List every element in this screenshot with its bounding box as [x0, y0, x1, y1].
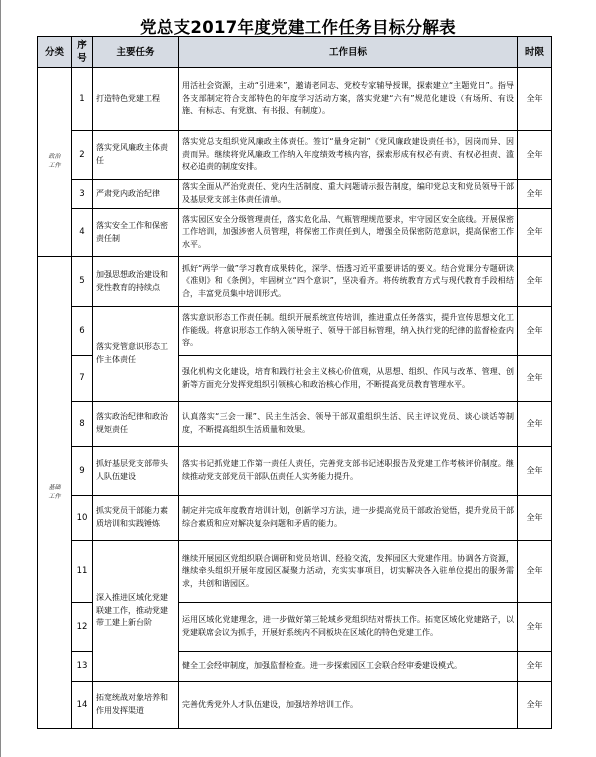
row-time: 全年	[518, 652, 552, 682]
table-row	[38, 496, 552, 541]
row-goal: 认真落实“三会一课”、民主生活会、领导干部双重组织生活、民主评议党员、谈心谈话等制度，不断提高组织生活质量和效果。	[179, 402, 518, 447]
row-time: 全年	[518, 447, 552, 496]
row-goal: 继续开展园区党组织联合调研和党员培训、经验交流，发挥园区大党建作用。协调各方资源，继续牵头组织开展年度园区凝聚力活动，充实实事项目，切实解决各入驻单位提出的服务需求，共创和谐园区。	[179, 541, 518, 603]
row-goal: 落实书记抓党建工作第一责任人责任，完善党支部书记述职报告及党建工作考核评价制度。继续推动党支部党员干部队伍责任人实务能力提升。	[179, 447, 518, 496]
row-task: 打造特色党建工程	[93, 68, 179, 131]
row-goal: 抓好“两学一做”学习教育成果转化，深学、悟透习近平重要讲话的要义。结合党课分专题研读《准则》和《条例》，牢固树立“四个意识”，坚决看齐。将传统教育方式与现代教育手段相结合，丰富党员集中培训形式。	[179, 257, 518, 307]
task-table	[37, 36, 552, 729]
header-task: 主要任务	[93, 37, 179, 68]
row-no: 10	[72, 496, 93, 541]
row-no: 9	[72, 447, 93, 496]
row-goal: 健全工会经审制度，加强监督检查。进一步探索园区工会联合经审委建设模式。	[179, 652, 518, 682]
row-task: 抓好基层党支部带头人队伍建设	[93, 447, 179, 496]
table-row	[38, 209, 552, 257]
row-time: 全年	[518, 307, 552, 356]
table-row	[38, 307, 552, 356]
table-row	[38, 447, 552, 496]
category-label: 基础工作	[48, 483, 61, 500]
row-task: 落实安全工作和保密责任制	[93, 209, 179, 257]
page-edge	[0, 0, 1, 757]
row-task: 严肃党内政治纪律	[93, 180, 179, 209]
table-row	[38, 68, 552, 131]
row-goal: 完善优秀党外人才队伍建设，加强培养培训工作。	[179, 682, 518, 729]
table-row	[38, 257, 552, 307]
row-no: 13	[72, 652, 93, 682]
row-no: 14	[72, 682, 93, 729]
row-time: 全年	[518, 603, 552, 652]
page-title: 党总支2017年度党建工作任务目标分解表	[140, 18, 456, 37]
row-goal: 运用区域化党建理念，进一步做好第三轮域乡党组织结对帮扶工作。拓宽区域化党建路子，以党建联席会议为抓手，开展好系统内不同板块在区域化的特色党建工作。	[179, 603, 518, 652]
row-time: 全年	[518, 541, 552, 603]
table-row	[38, 402, 552, 447]
table-row	[38, 131, 552, 180]
row-task: 拓宽统战对象培养和作用发挥渠道	[93, 682, 179, 729]
row-time: 全年	[518, 496, 552, 541]
table-header-row	[38, 37, 552, 68]
category-label: 政治工作	[48, 153, 61, 170]
row-goal: 强化机构文化建设，培育和践行社会主义核心价值观，从思想、组织、作风与改革、管理、创新等方面充分发挥党组织引领核心和政治核心作用，不断提高党员教育管理水平。	[179, 356, 518, 402]
category-cell-political	[38, 68, 72, 257]
row-goal: 落实全面从严治党责任、党内生活制度、重大问题请示报告制度，编印党总支和党员领导干部及基层党支部主体责任清单。	[179, 180, 518, 209]
row-goal: 落实党总支组织党风廉政主体责任。签订“量身定制”《党风廉政建设责任书》，因岗而异、因责而异。继续将党风廉政工作纳入年度绩效考核内容，探索形成有权必有责、有权必担责、滥权必追责的制度安排。	[179, 131, 518, 180]
row-time: 全年	[518, 68, 552, 131]
row-no: 11	[72, 541, 93, 603]
row-no: 4	[72, 209, 93, 257]
row-no: 6	[72, 307, 93, 356]
row-no: 8	[72, 402, 93, 447]
row-no: 7	[72, 356, 93, 402]
row-task: 落实党管意识形态工作主体责任	[93, 307, 179, 402]
category-cell-basic	[38, 257, 72, 729]
header-goal: 工作目标	[179, 37, 518, 68]
row-task: 落实政治纪律和政治规矩责任	[93, 402, 179, 447]
row-task: 抓实党员干部能力素质培训和实践锤炼	[93, 496, 179, 541]
table-row	[38, 682, 552, 729]
row-time: 全年	[518, 209, 552, 257]
row-task: 落实党风廉政主体责任	[93, 131, 179, 180]
row-goal: 用活社会资源，主动“引进来”，邀请老同志、党校专家辅导授课，探索建立“主题党日”。指导各支部制定符合支部特色的年度学习活动方案，落实党建“六有”规范化建设（有场所、有设施、有标志、有党旗、有书报、有制度）。	[179, 68, 518, 131]
row-goal: 落实园区安全分级管理责任，落实危化品、气瓶管理规范要求，牢守园区安全底线。开展保密工作培训，加强涉密人员管理，将保密工作责任到人，增强全员保密防范意识，提高保密工作水平。	[179, 209, 518, 257]
row-no: 1	[72, 68, 93, 131]
header-time: 时限	[518, 37, 552, 68]
row-no: 12	[72, 603, 93, 652]
row-time: 全年	[518, 131, 552, 180]
row-time: 全年	[518, 180, 552, 209]
header-no: 序号	[72, 37, 93, 68]
row-time: 全年	[518, 682, 552, 729]
row-no: 3	[72, 180, 93, 209]
row-time: 全年	[518, 257, 552, 307]
row-no: 5	[72, 257, 93, 307]
table-row	[38, 180, 552, 209]
row-time: 全年	[518, 356, 552, 402]
table-row	[38, 541, 552, 603]
header-category: 分类	[38, 37, 72, 68]
row-task: 深入推进区域化党建联建工作，推动党建带工建上新台阶	[93, 541, 179, 682]
row-no: 2	[72, 131, 93, 180]
row-goal: 制定并完成年度教育培训计划，创新学习方法，进一步提高党员干部政治觉悟，提升党员干部综合素质和应对解决复杂问题和矛盾的能力。	[179, 496, 518, 541]
row-time: 全年	[518, 402, 552, 447]
row-goal: 落实意识形态工作责任制。组织开展系统宣传培训，推进重点任务落实，提升宣传思想文化工作能级。将意识形态工作纳入领导班子、领导干部目标管理，纳入执行党的纪律的监督检查内容。	[179, 307, 518, 356]
row-task: 加强思想政治建设和党性教育的持续点	[93, 257, 179, 307]
